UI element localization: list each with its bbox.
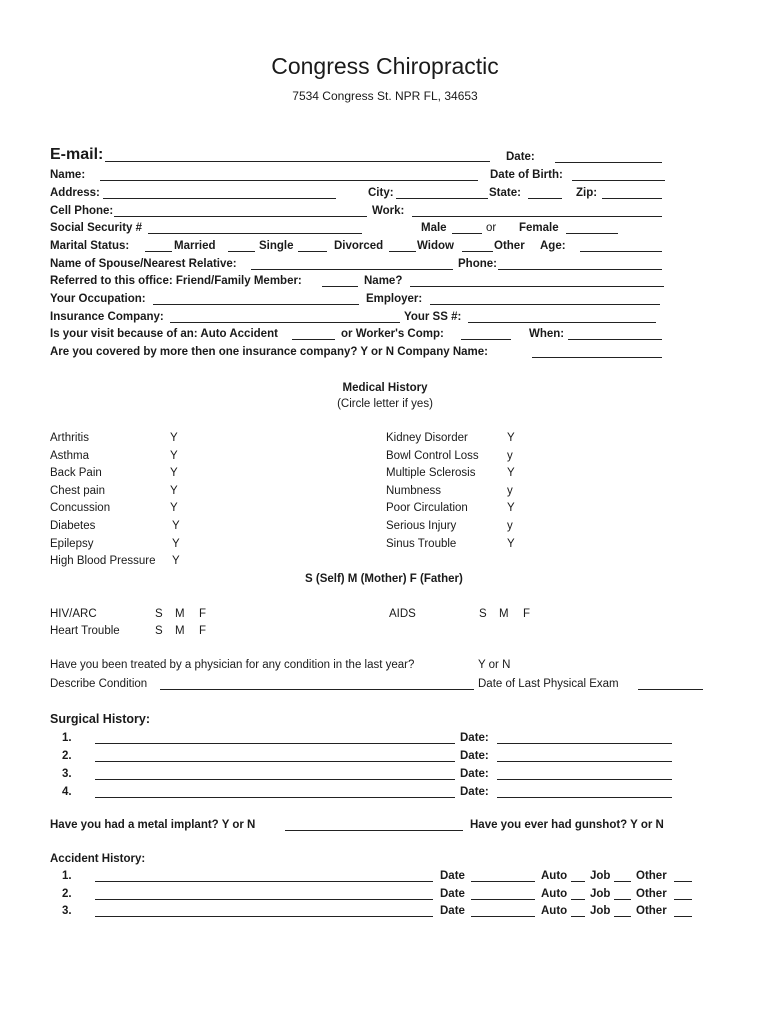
accident-field[interactable] bbox=[95, 916, 433, 917]
ssn-field[interactable] bbox=[148, 233, 362, 234]
self-option[interactable]: S bbox=[479, 608, 487, 620]
surgery-number: 1. bbox=[62, 732, 72, 744]
date-field[interactable] bbox=[555, 162, 662, 163]
condition-yes-mark[interactable]: Y bbox=[507, 467, 515, 480]
surgery-field[interactable] bbox=[95, 797, 455, 798]
condition-label: Diabetes bbox=[50, 520, 96, 532]
male-field[interactable] bbox=[452, 233, 482, 234]
divorced-label: Divorced bbox=[334, 240, 384, 252]
married-field[interactable] bbox=[145, 251, 172, 252]
clinic-address: 7534 Congress St. NPR FL, 34653 bbox=[292, 89, 478, 103]
job-label: Job bbox=[590, 905, 611, 917]
surgery-date-field[interactable] bbox=[497, 761, 672, 762]
marital-label: Marital Status: bbox=[50, 240, 130, 252]
father-option[interactable]: F bbox=[523, 608, 531, 620]
family-condition-label: Heart Trouble bbox=[50, 625, 120, 637]
occupation-label: Your Occupation: bbox=[50, 293, 146, 305]
surgery-number: 4. bbox=[62, 786, 72, 798]
state-field[interactable] bbox=[528, 198, 562, 199]
job-label: Job bbox=[590, 887, 611, 900]
other-label: Other bbox=[636, 870, 667, 882]
widow-label: Widow bbox=[417, 240, 454, 252]
referred-label: Referred to this office: Friend/Family Member: bbox=[50, 275, 302, 287]
mother-option[interactable]: M bbox=[175, 608, 185, 620]
surgery-number: 2. bbox=[62, 750, 72, 762]
your-ss-label: Your SS #: bbox=[404, 311, 462, 323]
address-label: Address: bbox=[50, 187, 100, 199]
condition-yes-mark[interactable]: Y bbox=[170, 502, 178, 515]
auto-field[interactable] bbox=[571, 916, 585, 917]
gunshot-question: Have you ever had gunshot? Y or N bbox=[470, 819, 664, 831]
condition-label: Sinus Trouble bbox=[386, 537, 457, 550]
condition-label: Back Pain bbox=[50, 467, 102, 480]
condition-label: Arthritis bbox=[50, 432, 89, 444]
accident-date-label: Date bbox=[440, 887, 465, 900]
name-field[interactable] bbox=[100, 180, 478, 181]
job-field[interactable] bbox=[614, 881, 631, 882]
surgery-date-label: Date: bbox=[460, 786, 489, 798]
accident-number: 1. bbox=[62, 870, 72, 882]
cell-label: Cell Phone: bbox=[50, 205, 114, 217]
condition-yes-mark[interactable]: Y bbox=[170, 449, 178, 462]
city-field[interactable] bbox=[396, 198, 488, 199]
accident-field[interactable] bbox=[95, 881, 433, 882]
workers-comp-label: or Worker's Comp: bbox=[341, 328, 444, 340]
referrer-name-field[interactable] bbox=[410, 286, 664, 287]
address-field[interactable] bbox=[103, 198, 336, 199]
describe-field[interactable] bbox=[160, 689, 474, 690]
condition-label: High Blood Pressure bbox=[50, 555, 156, 568]
condition-yes-mark[interactable]: Y bbox=[170, 467, 178, 480]
referred-field[interactable] bbox=[322, 286, 358, 287]
family-condition-label: HIV/ARC bbox=[50, 608, 97, 620]
insurance-field[interactable] bbox=[170, 322, 400, 323]
dob-field[interactable] bbox=[572, 180, 665, 181]
condition-yes-mark[interactable]: Y bbox=[507, 502, 515, 515]
accident-date-field[interactable] bbox=[471, 899, 535, 900]
dob-label: Date of Birth: bbox=[490, 169, 563, 181]
spouse-label: Name of Spouse/Nearest Relative: bbox=[50, 258, 237, 270]
treated-yn[interactable]: Y or N bbox=[478, 659, 511, 671]
condition-label: Kidney Disorder bbox=[386, 432, 468, 444]
last-exam-label: Date of Last Physical Exam bbox=[478, 678, 619, 690]
married-label: Married bbox=[174, 240, 216, 252]
other-field[interactable] bbox=[674, 881, 692, 882]
workers-comp-field[interactable] bbox=[461, 339, 511, 340]
condition-label: Bowl Control Loss bbox=[386, 449, 479, 462]
surgery-date-label: Date: bbox=[460, 750, 489, 762]
phone-label: Phone: bbox=[458, 258, 497, 270]
company-name-field[interactable] bbox=[532, 357, 662, 358]
self-option[interactable]: S bbox=[155, 608, 163, 620]
widow-field[interactable] bbox=[389, 251, 416, 252]
accident-date-label: Date bbox=[440, 905, 465, 917]
surgical-history-title: Surgical History: bbox=[50, 712, 151, 726]
surgery-field[interactable] bbox=[95, 761, 455, 762]
spouse-field[interactable] bbox=[251, 269, 453, 270]
occupation-field[interactable] bbox=[153, 304, 359, 305]
single-field[interactable] bbox=[228, 251, 255, 252]
surgery-date-label: Date: bbox=[460, 768, 489, 780]
treated-question: Have you been treated by a physician for any condition in the last year? bbox=[50, 659, 415, 671]
work-field[interactable] bbox=[412, 216, 662, 217]
accident-date-field[interactable] bbox=[471, 881, 535, 882]
city-label: City: bbox=[368, 187, 394, 199]
condition-yes-mark[interactable]: Y bbox=[170, 484, 178, 497]
covered-label: Are you covered by more then one insurance company? Y or N Company Name: bbox=[50, 346, 488, 358]
family-legend: S (Self) M (Mother) F (Father) bbox=[305, 573, 463, 585]
father-option[interactable]: F bbox=[199, 625, 207, 637]
condition-yes-mark[interactable]: Y bbox=[507, 537, 515, 550]
ssn-label: Social Security # bbox=[50, 222, 143, 234]
condition-label: Multiple Sclerosis bbox=[386, 467, 476, 480]
auto-label: Auto bbox=[541, 870, 568, 882]
condition-label: Poor Circulation bbox=[386, 502, 468, 515]
implant-field[interactable] bbox=[285, 830, 463, 831]
auto-field[interactable] bbox=[571, 881, 585, 882]
condition-yes-mark[interactable]: y bbox=[507, 449, 513, 462]
age-field[interactable] bbox=[580, 251, 662, 252]
other-label: Other bbox=[636, 887, 667, 900]
when-field[interactable] bbox=[568, 339, 662, 340]
condition-label: Serious Injury bbox=[386, 520, 457, 532]
surgery-field[interactable] bbox=[95, 779, 455, 780]
auto-label: Auto bbox=[541, 887, 568, 900]
surgery-date-label: Date: bbox=[460, 732, 489, 744]
condition-yes-mark[interactable]: Y bbox=[172, 555, 180, 568]
father-option[interactable]: F bbox=[199, 608, 207, 620]
work-label: Work: bbox=[372, 205, 405, 217]
clinic-title: Congress Chiropractic bbox=[271, 53, 499, 79]
female-field[interactable] bbox=[566, 233, 618, 234]
when-label: When: bbox=[529, 328, 565, 340]
job-field[interactable] bbox=[614, 899, 631, 900]
email-label: E-mail: bbox=[50, 146, 104, 163]
condition-label: Concussion bbox=[50, 502, 111, 515]
employer-label: Employer: bbox=[366, 293, 423, 305]
condition-yes-mark[interactable]: y bbox=[507, 520, 513, 532]
describe-label: Describe Condition bbox=[50, 678, 148, 690]
accident-history-title: Accident History: bbox=[50, 853, 146, 865]
state-label: State: bbox=[489, 187, 521, 199]
medical-history-title: Medical History bbox=[342, 382, 428, 394]
mother-option[interactable]: M bbox=[175, 625, 185, 637]
mother-option[interactable]: M bbox=[499, 608, 509, 620]
name-label: Name: bbox=[50, 169, 86, 181]
divorced-field[interactable] bbox=[298, 251, 327, 252]
insurance-label: Insurance Company: bbox=[50, 311, 164, 323]
age-label: Age: bbox=[540, 240, 566, 252]
last-exam-field[interactable] bbox=[638, 689, 703, 690]
employer-field[interactable] bbox=[430, 304, 660, 305]
condition-label: Chest pain bbox=[50, 484, 105, 497]
female-label: Female bbox=[519, 222, 559, 234]
condition-label: Numbness bbox=[386, 484, 441, 497]
accident-date-field[interactable] bbox=[471, 916, 535, 917]
auto-accident-field[interactable] bbox=[292, 339, 335, 340]
referrer-name-label: Name? bbox=[364, 275, 403, 287]
cell-field[interactable] bbox=[114, 216, 367, 217]
condition-label: Epilepsy bbox=[50, 537, 94, 550]
job-label: Job bbox=[590, 870, 611, 882]
accident-date-label: Date bbox=[440, 870, 465, 882]
accident-field[interactable] bbox=[95, 899, 433, 900]
single-label: Single bbox=[259, 240, 294, 252]
other-label: Other bbox=[494, 240, 525, 252]
email-field[interactable] bbox=[105, 161, 490, 162]
medical-history-subtitle: (Circle letter if yes) bbox=[337, 398, 433, 410]
or-label: or bbox=[486, 222, 497, 234]
accident-number: 2. bbox=[62, 887, 72, 900]
your-ss-field[interactable] bbox=[468, 322, 656, 323]
date-label: Date: bbox=[506, 151, 535, 163]
surgery-field[interactable] bbox=[95, 743, 455, 744]
family-condition-label: AIDS bbox=[389, 608, 416, 620]
job-field[interactable] bbox=[614, 916, 631, 917]
male-label: Male bbox=[421, 222, 447, 234]
surgery-date-field[interactable] bbox=[497, 743, 672, 744]
condition-yes-mark[interactable]: Y bbox=[507, 432, 515, 444]
accident-number: 3. bbox=[62, 905, 72, 917]
condition-yes-mark[interactable]: Y bbox=[170, 432, 178, 444]
self-option[interactable]: S bbox=[155, 625, 163, 637]
auto-field[interactable] bbox=[571, 899, 585, 900]
surgery-date-field[interactable] bbox=[497, 779, 672, 780]
visit-label: Is your visit because of an: Auto Accident bbox=[50, 328, 278, 340]
implant-question: Have you had a metal implant? Y or N bbox=[50, 819, 256, 831]
condition-yes-mark[interactable]: Y bbox=[172, 520, 180, 532]
phone-field[interactable] bbox=[498, 269, 662, 270]
condition-yes-mark[interactable]: Y bbox=[172, 537, 180, 550]
other-field[interactable] bbox=[674, 916, 692, 917]
other-field[interactable] bbox=[462, 251, 493, 252]
surgery-date-field[interactable] bbox=[497, 797, 672, 798]
other-field[interactable] bbox=[674, 899, 692, 900]
condition-yes-mark[interactable]: y bbox=[507, 484, 513, 497]
zip-label: Zip: bbox=[576, 187, 598, 199]
surgery-number: 3. bbox=[62, 768, 72, 780]
condition-label: Asthma bbox=[50, 449, 89, 462]
other-label: Other bbox=[636, 905, 667, 917]
auto-label: Auto bbox=[541, 905, 568, 917]
zip-field[interactable] bbox=[602, 198, 662, 199]
